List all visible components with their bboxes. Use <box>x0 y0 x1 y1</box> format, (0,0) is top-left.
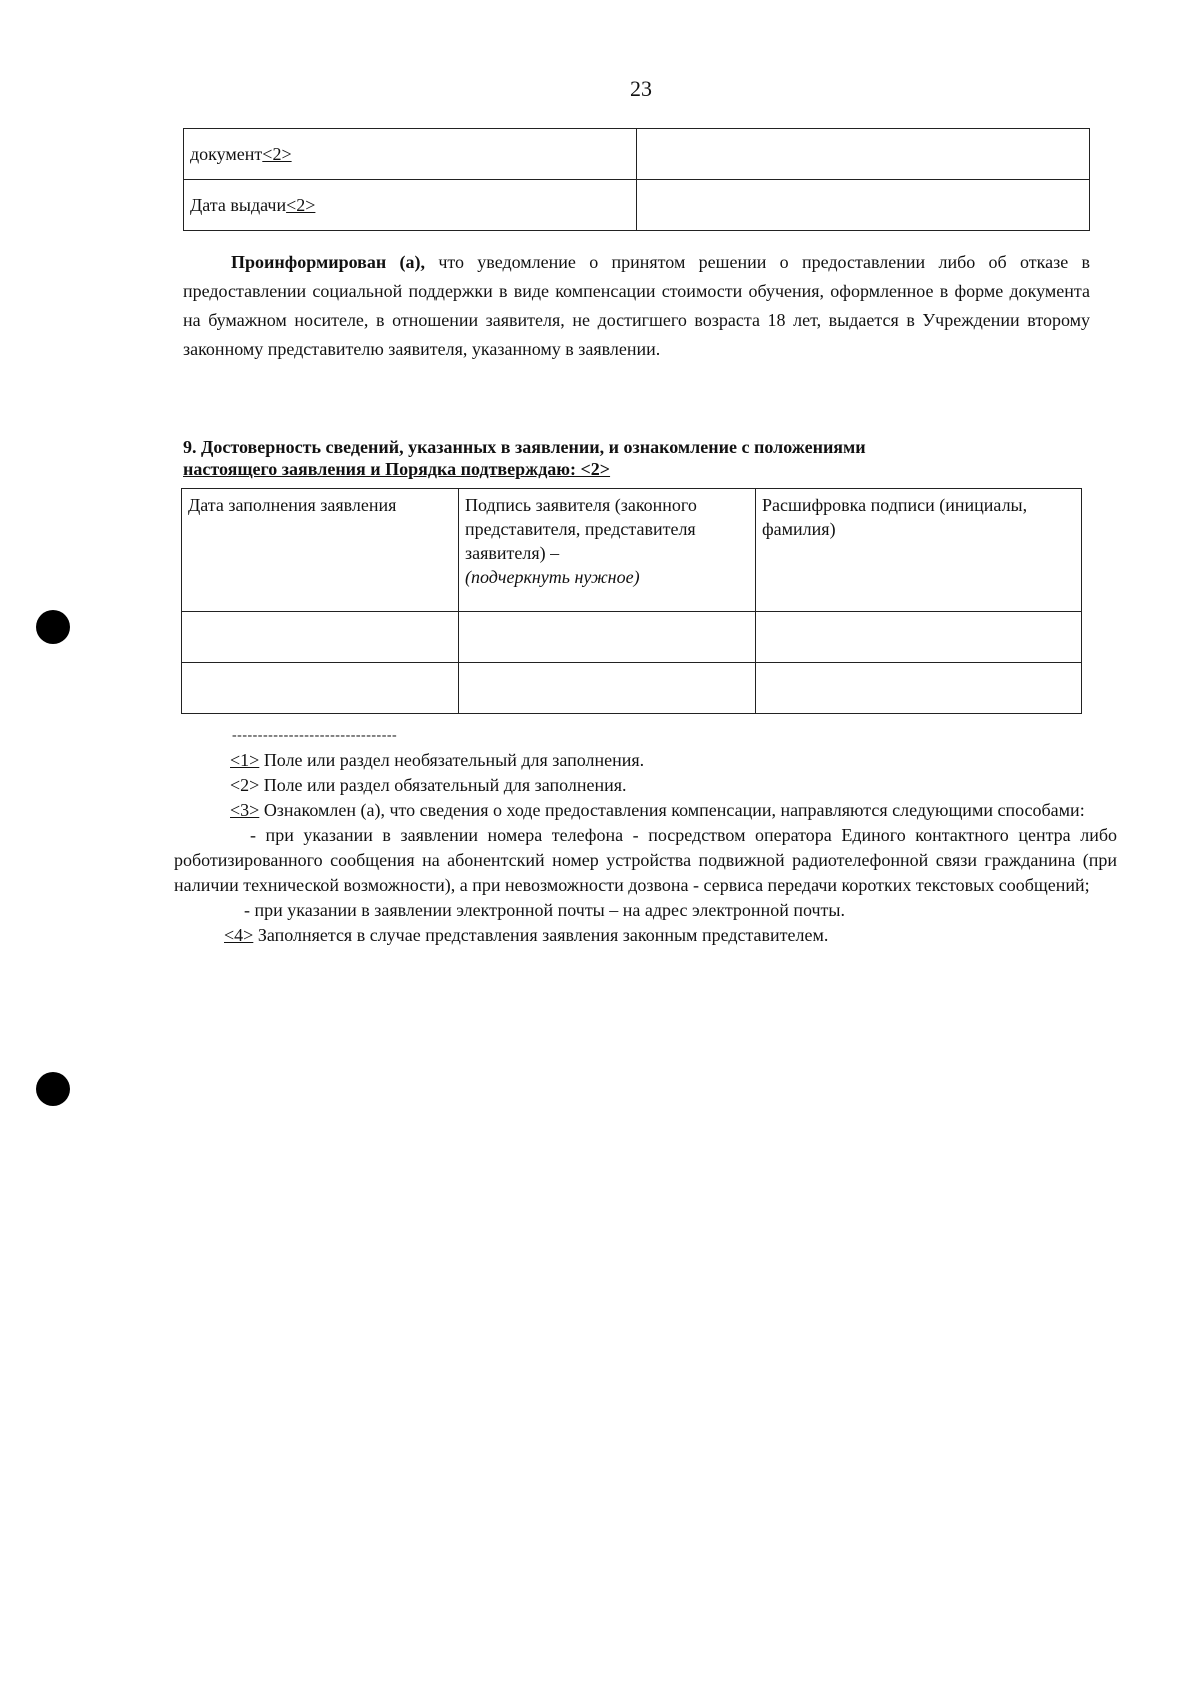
footnote-3-text: Ознакомлен (а), что сведения о ходе предоставления компенсации, направляются следующими способами: <box>259 800 1085 820</box>
required-ref-link[interactable]: <2> <box>262 144 292 164</box>
header-fill-date: Дата заполнения заявления <box>182 489 459 612</box>
table-row <box>184 129 1090 180</box>
required-ref-link[interactable]: <2> <box>286 195 316 215</box>
punch-hole-icon <box>36 1072 70 1106</box>
footnote-3 <box>174 798 1117 823</box>
footnote-divider: -------------------------------- <box>232 728 398 743</box>
table-row <box>182 663 1082 714</box>
document-label-cell <box>184 129 637 180</box>
footnote-3-ref[interactable]: <3> <box>230 800 260 820</box>
footnote-1-text: Поле или раздел необязательный для заполнения. <box>259 750 645 770</box>
section-9-heading <box>183 436 1090 480</box>
footnote-3-email: - при указании в заявлении электронной почты – на адрес электронной почты. <box>244 900 846 920</box>
table-row <box>182 612 1082 663</box>
footnote-4-text: Заполняется в случае представления заявления законным представителем. <box>253 925 829 945</box>
signature-cell[interactable] <box>459 663 756 714</box>
footnotes <box>174 748 1117 948</box>
decoding-cell[interactable] <box>756 663 1082 714</box>
footnote-4 <box>174 923 1117 948</box>
footnote-1-ref[interactable]: <1> <box>230 750 260 770</box>
fill-date-cell[interactable] <box>182 663 459 714</box>
table-header-row <box>182 489 1082 612</box>
document-value-cell[interactable] <box>637 129 1090 180</box>
informed-paragraph <box>183 248 1090 364</box>
informed-text: что уведомление о принятом решении о предоставлении либо об отказе в предоставлении социальной поддержки в виде компенсации стоимости обучения, оформленное в форме документа на бумажном носителе, в отношении заявителя, не достигшего возраста 18 лет, выдается в Учреждении второму законному представителю заявителя, указанному в заявлении. <box>183 252 1090 359</box>
signature-cell[interactable] <box>459 612 756 663</box>
document-label: документ <box>190 144 263 164</box>
header-signature-text: Подпись заявителя (законного представителя, представителя заявителя) – <box>465 495 697 563</box>
header-signature-note: (подчеркнуть нужное) <box>465 567 640 587</box>
footnote-1 <box>174 748 1117 773</box>
document-table <box>183 128 1090 231</box>
punch-hole-icon <box>36 610 70 644</box>
header-decoding: Расшифровка подписи (инициалы, фамилия) <box>756 489 1082 612</box>
page-number: 23 <box>630 76 652 101</box>
fill-date-cell[interactable] <box>182 612 459 663</box>
issue-date-label: Дата выдачи <box>190 195 287 215</box>
footnote-3-phone: - при указании в заявлении номера телефона - посредством оператора Единого контактного центра либо роботизированного сообщения на абонентский номер устройства подвижной радиотелефонной связи гражданина (при наличии технической возможности), а при невозможности дозвона - сервиса передачи коротких текстовых сообщений; <box>174 825 1117 895</box>
section-9-line1: 9. Достоверность сведений, указанных в заявлении, и ознакомление с положениями <box>183 437 866 457</box>
issue-date-label-cell <box>184 180 637 231</box>
table-row <box>184 180 1090 231</box>
signature-table <box>181 488 1082 714</box>
decoding-cell[interactable] <box>756 612 1082 663</box>
informed-bold: Проинформирован (а), <box>231 252 426 272</box>
footnote-4-ref[interactable]: <4> <box>224 925 254 945</box>
header-signature <box>459 489 756 612</box>
section-9-line2: настоящего заявления и Порядка подтверждаю: <2> <box>183 459 611 479</box>
footnote-2: <2> Поле или раздел обязательный для заполнения. <box>230 775 627 795</box>
issue-date-value-cell[interactable] <box>637 180 1090 231</box>
